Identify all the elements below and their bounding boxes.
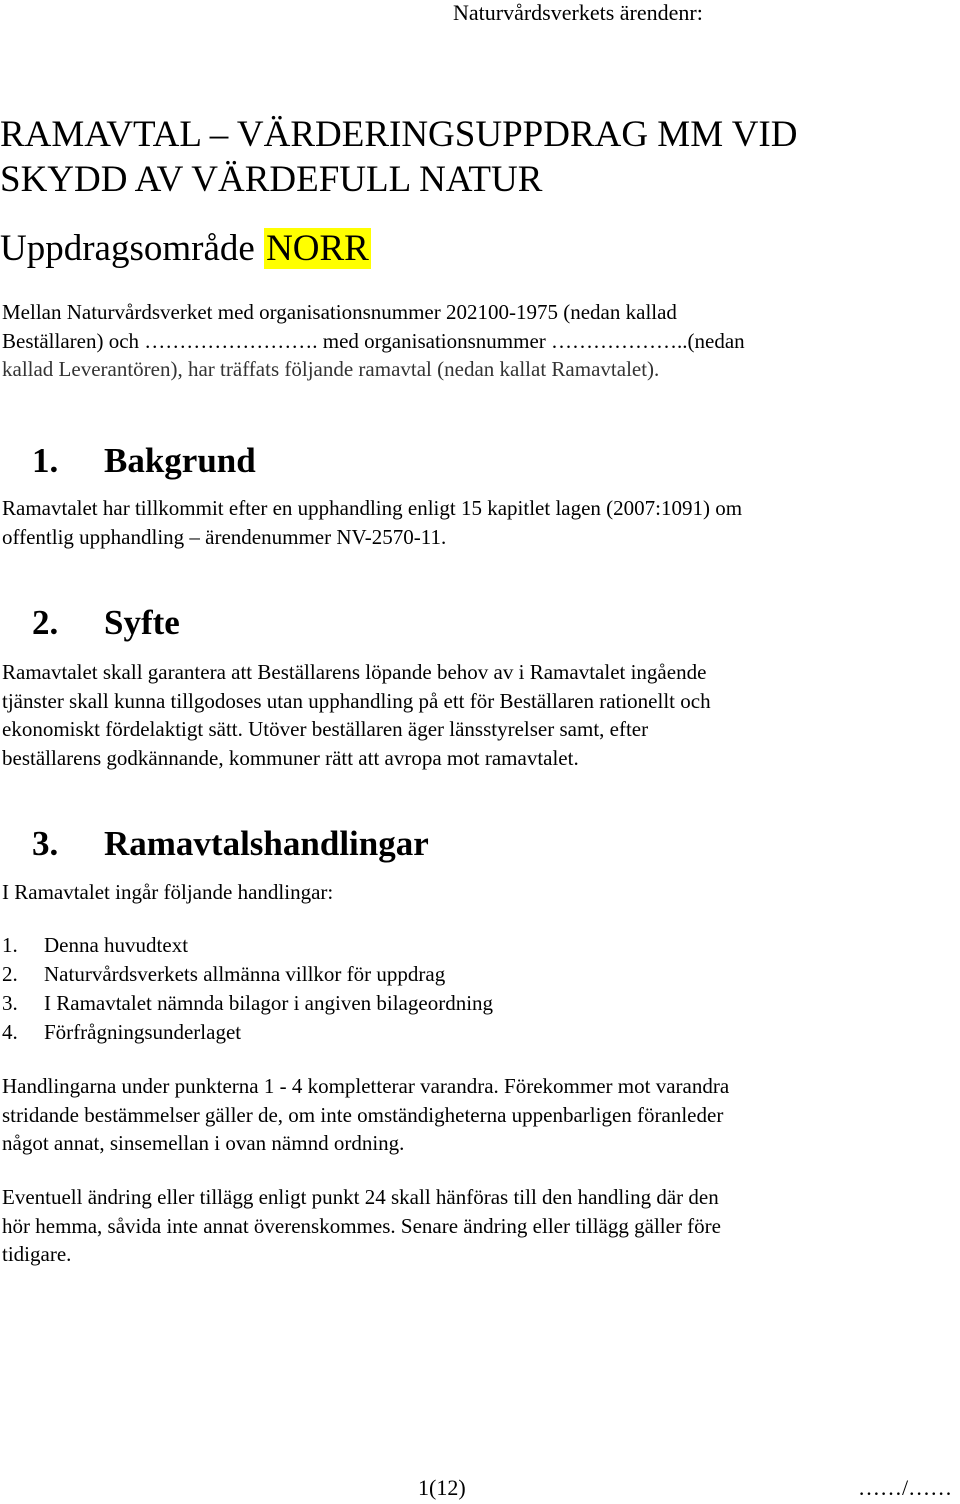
list-item xyxy=(2,960,702,988)
initials-field: ……/…… xyxy=(858,1475,953,1500)
list-item xyxy=(2,931,702,959)
section-title: Bakgrund xyxy=(104,441,256,480)
intro-line: Beställaren) och ……………………. med organisationsnummer ………………..(nedan xyxy=(2,328,745,353)
intro-paragraph xyxy=(2,298,902,384)
list-item xyxy=(2,1018,702,1046)
section-3-paragraph-2 xyxy=(2,1183,902,1269)
section-number: 2. xyxy=(32,603,59,642)
list-item-number: 2. xyxy=(2,962,18,986)
list-item-number: 3. xyxy=(2,991,18,1015)
list-item-text: Denna huvudtext xyxy=(44,933,189,957)
section-number: 1. xyxy=(32,441,59,480)
paragraph-line: Ramavtalet har tillkommit efter en upphandling enligt 15 kapitlet lagen (2007:1091) om xyxy=(2,496,743,520)
section-3-paragraph-1 xyxy=(2,1072,902,1158)
paragraph-line: något annat, sinsemellan i ovan nämnd ordning. xyxy=(2,1131,405,1155)
list-item xyxy=(2,989,702,1017)
paragraph-line: stridande bestämmelser gäller de, om inte omständigheterna uppenbarligen föranleder xyxy=(2,1102,724,1127)
document-title-line-1: RAMAVTAL – VÄRDERINGSUPPDRAG MM VID xyxy=(0,114,798,155)
paragraph-line: I Ramavtalet ingår följande handlingar: xyxy=(2,880,334,904)
section-heading-ramavtalshandlingar xyxy=(32,823,632,865)
intro-line: Mellan Naturvårdsverket med organisationsnummer 202100-1975 (nedan kallad xyxy=(2,300,677,324)
paragraph-line: tidigare. xyxy=(2,1242,72,1266)
section-3-lead xyxy=(2,878,902,907)
section-2-paragraph xyxy=(2,658,902,772)
section-heading-syfte xyxy=(32,602,632,644)
paragraph-line: offentlig upphandling – ärendenummer NV-2570-11. xyxy=(2,524,447,549)
list-item-number: 4. xyxy=(2,1020,18,1044)
section-title: Syfte xyxy=(104,603,180,642)
document-title-line-2: SKYDD AV VÄRDEFULL NATUR xyxy=(0,159,543,200)
section-number: 3. xyxy=(32,824,59,863)
paragraph-line: beställarens godkännande, kommuner rätt att avropa mot ramavtalet. xyxy=(2,745,579,770)
list-item-text: Naturvårdsverkets allmänna villkor för uppdrag xyxy=(44,962,446,986)
paragraph-line: Eventuell ändring eller tillägg enligt punkt 24 skall hänföras till den handling där den xyxy=(2,1185,719,1209)
section-1-paragraph xyxy=(2,494,902,551)
region-name-highlight: NORR xyxy=(266,228,369,269)
paragraph-line: tjänster skall kunna tillgodoses utan upphandling på ett för Beställaren rationellt och xyxy=(2,688,711,713)
list-item-text: Förfrågningsunderlaget xyxy=(44,1020,242,1044)
intro-line: kallad Leverantören), har träffats följande ramavtal (nedan kallat Ramavtalet). xyxy=(2,357,660,381)
case-reference-label: Naturvårdsverkets ärendenr: xyxy=(453,0,703,25)
section-heading-bakgrund xyxy=(32,440,632,482)
section-title: Ramavtalshandlingar xyxy=(104,824,429,863)
paragraph-line: Ramavtalet skall garantera att Beställarens löpande behov av i Ramavtalet ingående xyxy=(2,660,707,684)
list-item-number: 1. xyxy=(2,933,18,957)
paragraph-line: hör hemma, såvida inte annat överenskommes. Senare ändring eller tillägg gäller före xyxy=(2,1213,721,1238)
list-item-text: I Ramavtalet nämnda bilagor i angiven bilageordning xyxy=(44,991,494,1015)
paragraph-line: Handlingarna under punkterna 1 - 4 kompletterar varandra. Förekommer mot varandra xyxy=(2,1074,730,1098)
region-prefix: Uppdragsområde xyxy=(0,228,265,269)
paragraph-line: ekonomiskt fördelaktigt sätt. Utöver beställaren äger länsstyrelser samt, efter xyxy=(2,717,649,741)
page-number: 1(12) xyxy=(418,1475,466,1500)
region-heading xyxy=(0,226,371,272)
